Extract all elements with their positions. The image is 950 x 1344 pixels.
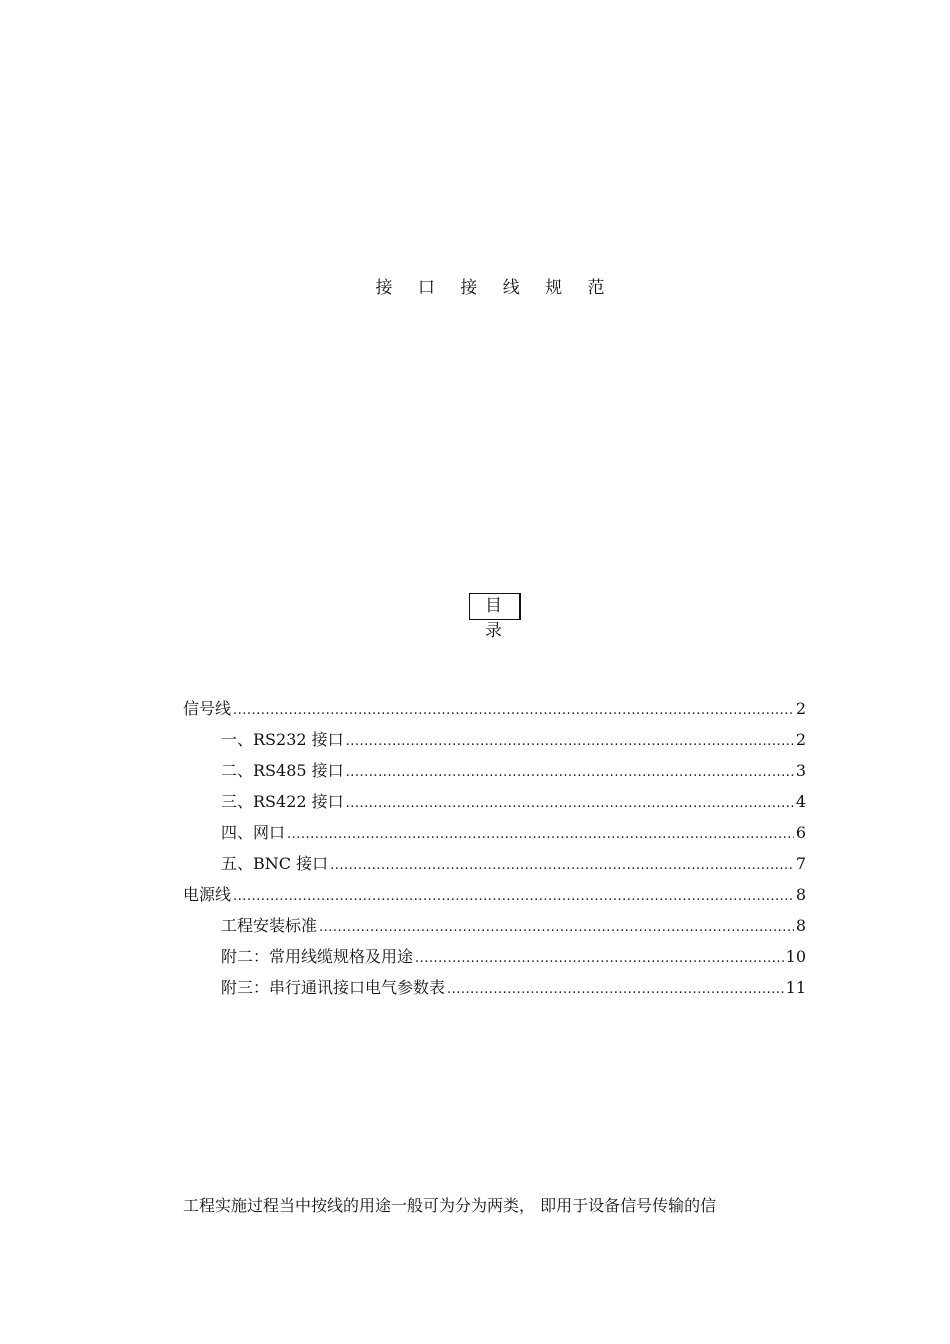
toc-dot-leader <box>287 823 794 847</box>
toc-dot-leader <box>346 761 794 785</box>
toc-entry-power-line[interactable] <box>183 883 806 914</box>
toc-entry-label: 二、RS485 接口 <box>221 761 344 780</box>
toc-dot-leader <box>233 699 794 723</box>
toc-entry-network-port[interactable] <box>183 821 806 852</box>
toc-dot-leader <box>447 978 784 1002</box>
toc-dot-leader <box>319 916 794 940</box>
toc-heading: 目 录 <box>469 593 521 620</box>
toc-entry-rs232[interactable] <box>183 728 806 759</box>
toc-entry-label: 三、RS422 接口 <box>221 792 344 811</box>
toc-dot-leader <box>233 885 794 909</box>
toc-entry-page: 7 <box>795 854 806 873</box>
toc-entry-page: 8 <box>795 885 806 904</box>
toc-entry-page: 4 <box>795 792 806 811</box>
toc-entry-appendix-3[interactable] <box>183 976 806 1007</box>
toc-entry-signal-line[interactable] <box>183 697 806 728</box>
toc-entry-label: 五、BNC 接口 <box>221 854 329 873</box>
toc-entry-label: 附二：常用线缆规格及用途 <box>221 947 414 966</box>
toc-entry-appendix-2[interactable] <box>183 945 806 976</box>
table-of-contents <box>183 697 806 1007</box>
toc-dot-leader <box>415 947 784 971</box>
document-title: 接 口 接 线 规 范 <box>375 278 615 298</box>
toc-entry-page: 2 <box>795 699 806 718</box>
toc-entry-rs422[interactable] <box>183 790 806 821</box>
toc-entry-label: 一、RS232 接口 <box>221 730 344 749</box>
toc-entry-label: 四、网口 <box>221 823 286 842</box>
toc-dot-leader <box>330 854 794 878</box>
toc-entry-label: 电源线 <box>183 885 232 904</box>
toc-entry-label: 附三：串行通讯接口电气参数表 <box>221 978 446 997</box>
toc-entry-rs485[interactable] <box>183 759 806 790</box>
toc-entry-install-standard[interactable] <box>183 914 806 945</box>
body-paragraph: 工程实施过程当中按线的用途一般可为分为两类， 即用于设备信号传输的信 <box>183 1196 717 1215</box>
toc-entry-bnc[interactable] <box>183 852 806 883</box>
toc-entry-label: 工程安装标准 <box>221 916 318 935</box>
toc-entry-page: 6 <box>795 823 806 842</box>
toc-entry-page: 2 <box>795 730 806 749</box>
toc-entry-label: 信号线 <box>183 699 232 718</box>
toc-entry-page: 8 <box>795 916 806 935</box>
toc-dot-leader <box>346 730 794 754</box>
toc-entry-page: 11 <box>785 978 806 997</box>
toc-entry-page: 10 <box>785 947 806 966</box>
toc-entry-page: 3 <box>795 761 806 780</box>
toc-dot-leader <box>346 792 794 816</box>
